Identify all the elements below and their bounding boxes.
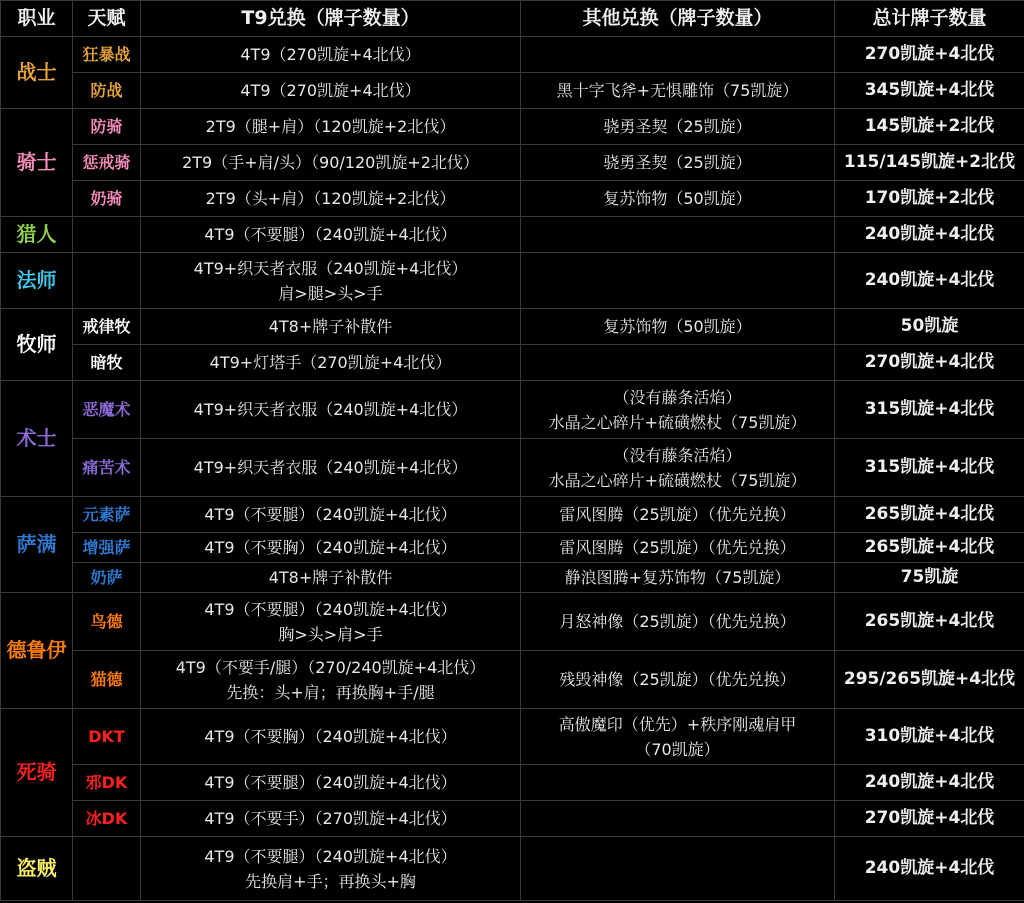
total-cell: 240凯旋+4北伐 xyxy=(835,765,1024,801)
other-exchange-line: （没有藤条活焰） xyxy=(613,445,742,465)
table-row xyxy=(1,765,1024,801)
t9-exchange-cell xyxy=(141,837,521,901)
talent-cell: 猫德 xyxy=(73,651,141,709)
other-exchange-line: 月怒神像（25凯旋）（优先兑换） xyxy=(559,612,796,631)
talent-cell: 防战 xyxy=(73,73,141,109)
total-cell: 295/265凯旋+4北伐 xyxy=(835,651,1024,709)
total-cell: 270凯旋+4北伐 xyxy=(835,37,1024,73)
other-exchange-cell xyxy=(521,217,835,253)
t9-exchange-cell xyxy=(141,533,521,563)
total-cell: 75凯旋 xyxy=(835,563,1024,593)
t9-exchange-cell xyxy=(141,73,521,109)
table-row xyxy=(1,801,1024,837)
t9-exchange-line: 先换肩+手；再换头+胸 xyxy=(245,871,416,891)
t9-exchange-cell xyxy=(141,439,521,497)
class-name-cell: 盗贼 xyxy=(1,837,73,901)
header-other-exchange: 其他兑换（牌子数量） xyxy=(521,1,835,37)
t9-exchange-line: 4T9（不要手）（270凯旋+4北伐） xyxy=(204,809,457,828)
class-name-cell: 猎人 xyxy=(1,217,73,253)
t9-exchange-line: 4T9+织天者衣服（240凯旋+4北伐） xyxy=(193,400,468,419)
table-row xyxy=(1,563,1024,593)
t9-exchange-line: 2T9（头+肩）（120凯旋+2北伐） xyxy=(205,189,456,208)
talent-cell: 冰DK xyxy=(73,801,141,837)
other-exchange-line: 骁勇圣契（25凯旋） xyxy=(603,117,752,136)
other-exchange-line: （70凯旋） xyxy=(635,739,720,759)
header-row xyxy=(1,1,1024,37)
other-exchange-cell xyxy=(521,533,835,563)
t9-exchange-line: 4T9+灯塔手（270凯旋+4北伐） xyxy=(209,353,452,372)
t9-exchange-line: 肩>腿>头>手 xyxy=(278,283,383,303)
table-row xyxy=(1,309,1024,345)
other-exchange-cell xyxy=(521,497,835,533)
other-exchange-line: 复苏饰物（50凯旋） xyxy=(603,189,752,208)
other-exchange-line: 静浪图腾+复苏饰物（75凯旋） xyxy=(564,568,791,587)
total-cell: 50凯旋 xyxy=(835,309,1024,345)
other-exchange-cell xyxy=(521,253,835,309)
other-exchange-line: 残毁神像（25凯旋）（优先兑换） xyxy=(559,670,796,689)
class-name-cell: 骑士 xyxy=(1,109,73,217)
t9-exchange-line: 4T9（不要手/腿）（270/240凯旋+4北伐） xyxy=(175,657,486,677)
total-cell: 265凯旋+4北伐 xyxy=(835,593,1024,651)
t9-exchange-cell xyxy=(141,181,521,217)
table-row xyxy=(1,145,1024,181)
total-cell: 115/145凯旋+2北伐 xyxy=(835,145,1024,181)
other-exchange-cell xyxy=(521,109,835,145)
table-row xyxy=(1,37,1024,73)
t9-exchange-line: 4T9（不要胸）（240凯旋+4北伐） xyxy=(204,727,457,746)
header-talent: 天赋 xyxy=(73,1,141,37)
table-row xyxy=(1,593,1024,651)
talent-cell: 奶骑 xyxy=(73,181,141,217)
other-exchange-cell xyxy=(521,381,835,439)
t9-exchange-line: 4T8+牌子补散件 xyxy=(268,317,393,336)
total-cell: 170凯旋+2北伐 xyxy=(835,181,1024,217)
total-cell: 315凯旋+4北伐 xyxy=(835,381,1024,439)
class-name-cell: 德鲁伊 xyxy=(1,593,73,709)
talent-cell: 惩戒骑 xyxy=(73,145,141,181)
other-exchange-line: 水晶之心碎片+硫磺燃杖（75凯旋） xyxy=(548,470,807,490)
talent-cell: 狂暴战 xyxy=(73,37,141,73)
other-exchange-cell xyxy=(521,73,835,109)
total-cell: 270凯旋+4北伐 xyxy=(835,345,1024,381)
t9-exchange-line: 4T9（不要腿）（240凯旋+4北伐） xyxy=(204,505,457,524)
talent-cell: 防骑 xyxy=(73,109,141,145)
talent-cell: 奶萨 xyxy=(73,563,141,593)
other-exchange-line: 骁勇圣契（25凯旋） xyxy=(603,153,752,172)
other-exchange-line: 黑十字飞斧+无惧雕饰（75凯旋） xyxy=(556,81,799,100)
other-exchange-cell xyxy=(521,181,835,217)
table-row xyxy=(1,837,1024,901)
table-row xyxy=(1,709,1024,765)
t9-exchange-line: 4T9（270凯旋+4北伐） xyxy=(240,45,421,64)
class-name-cell: 法师 xyxy=(1,253,73,309)
t9-exchange-cell xyxy=(141,709,521,765)
talent-cell xyxy=(73,253,141,309)
table-row xyxy=(1,217,1024,253)
t9-exchange-line: 先换：头+肩；再换胸+手/腿 xyxy=(226,682,435,702)
other-exchange-cell xyxy=(521,37,835,73)
class-name-cell: 死骑 xyxy=(1,709,73,837)
table-row xyxy=(1,181,1024,217)
total-cell: 270凯旋+4北伐 xyxy=(835,801,1024,837)
t9-exchange-cell xyxy=(141,765,521,801)
table-row xyxy=(1,253,1024,309)
t9-exchange-line: 4T9（270凯旋+4北伐） xyxy=(240,81,421,100)
t9-exchange-cell xyxy=(141,37,521,73)
t9-exchange-cell xyxy=(141,651,521,709)
other-exchange-cell xyxy=(521,345,835,381)
t9-exchange-line: 2T9（手+肩/头）（90/120凯旋+2北伐） xyxy=(182,153,479,172)
other-exchange-line: 水晶之心碎片+硫磺燃杖（75凯旋） xyxy=(548,412,807,432)
t9-exchange-line: 4T9+织天者衣服（240凯旋+4北伐） xyxy=(193,258,468,278)
other-exchange-cell xyxy=(521,145,835,181)
table-row xyxy=(1,533,1024,563)
t9-exchange-cell xyxy=(141,309,521,345)
table-row xyxy=(1,497,1024,533)
talent-cell xyxy=(73,217,141,253)
t9-exchange-cell xyxy=(141,381,521,439)
table-row xyxy=(1,73,1024,109)
talent-cell: 邪DK xyxy=(73,765,141,801)
t9-exchange-line: 4T9+织天者衣服（240凯旋+4北伐） xyxy=(193,458,468,477)
talent-cell xyxy=(73,837,141,901)
talent-cell: 痛苦术 xyxy=(73,439,141,497)
total-cell: 265凯旋+4北伐 xyxy=(835,497,1024,533)
talent-cell: 元素萨 xyxy=(73,497,141,533)
class-name-cell: 牧师 xyxy=(1,309,73,381)
other-exchange-cell xyxy=(521,801,835,837)
other-exchange-cell xyxy=(521,765,835,801)
t9-exchange-cell xyxy=(141,217,521,253)
total-cell: 265凯旋+4北伐 xyxy=(835,533,1024,563)
total-cell: 315凯旋+4北伐 xyxy=(835,439,1024,497)
table-row xyxy=(1,439,1024,497)
t9-exchange-cell xyxy=(141,497,521,533)
talent-cell: 暗牧 xyxy=(73,345,141,381)
other-exchange-cell xyxy=(521,709,835,765)
total-cell: 240凯旋+4北伐 xyxy=(835,217,1024,253)
talent-cell: 鸟德 xyxy=(73,593,141,651)
t9-exchange-line: 4T9（不要腿）（240凯旋+4北伐） xyxy=(204,773,457,792)
t9-exchange-line: 2T9（腿+肩）（120凯旋+2北伐） xyxy=(205,117,456,136)
total-cell: 240凯旋+4北伐 xyxy=(835,253,1024,309)
talent-cell: 戒律牧 xyxy=(73,309,141,345)
talent-cell: DKT xyxy=(73,709,141,765)
t9-exchange-line: 4T9（不要腿）（240凯旋+4北伐） xyxy=(204,599,457,619)
talent-cell: 增强萨 xyxy=(73,533,141,563)
class-name-cell: 术士 xyxy=(1,381,73,497)
total-cell: 145凯旋+2北伐 xyxy=(835,109,1024,145)
class-name-cell: 战士 xyxy=(1,37,73,109)
talent-cell: 恶魔术 xyxy=(73,381,141,439)
header-t9-exchange: T9兑换（牌子数量） xyxy=(141,1,521,37)
other-exchange-cell xyxy=(521,593,835,651)
t9-exchange-cell xyxy=(141,253,521,309)
total-cell: 310凯旋+4北伐 xyxy=(835,709,1024,765)
table-body xyxy=(1,37,1024,901)
class-name-cell: 萨满 xyxy=(1,497,73,593)
other-exchange-cell xyxy=(521,651,835,709)
t9-exchange-cell xyxy=(141,345,521,381)
other-exchange-cell xyxy=(521,309,835,345)
t9-exchange-cell xyxy=(141,801,521,837)
table-row xyxy=(1,381,1024,439)
other-exchange-line: 雷风图腾（25凯旋）（优先兑换） xyxy=(559,538,796,557)
total-cell: 345凯旋+4北伐 xyxy=(835,73,1024,109)
total-cell: 240凯旋+4北伐 xyxy=(835,837,1024,901)
t9-exchange-cell xyxy=(141,593,521,651)
header-total: 总计牌子数量 xyxy=(835,1,1024,37)
table-row xyxy=(1,345,1024,381)
t9-exchange-line: 胸>头>肩>手 xyxy=(278,624,383,644)
t9-exchange-cell xyxy=(141,145,521,181)
table-row xyxy=(1,651,1024,709)
t9-exchange-line: 4T8+牌子补散件 xyxy=(268,568,393,587)
table-row xyxy=(1,109,1024,145)
other-exchange-line: 高傲魔印（优先）+秩序刚魂肩甲 xyxy=(558,714,797,734)
t9-exchange-line: 4T9（不要胸）（240凯旋+4北伐） xyxy=(204,538,457,557)
t9-exchange-line: 4T9（不要腿）（240凯旋+4北伐） xyxy=(204,225,457,244)
other-exchange-cell xyxy=(521,837,835,901)
other-exchange-line: 雷风图腾（25凯旋）（优先兑换） xyxy=(559,505,796,524)
header-class: 职业 xyxy=(1,1,73,37)
t9-exchange-cell xyxy=(141,109,521,145)
other-exchange-line: 复苏饰物（50凯旋） xyxy=(603,317,752,336)
t9-exchange-cell xyxy=(141,563,521,593)
other-exchange-cell xyxy=(521,439,835,497)
other-exchange-line: （没有藤条活焰） xyxy=(613,387,742,407)
t9-exchange-line: 4T9（不要腿）（240凯旋+4北伐） xyxy=(204,846,457,866)
other-exchange-cell xyxy=(521,563,835,593)
